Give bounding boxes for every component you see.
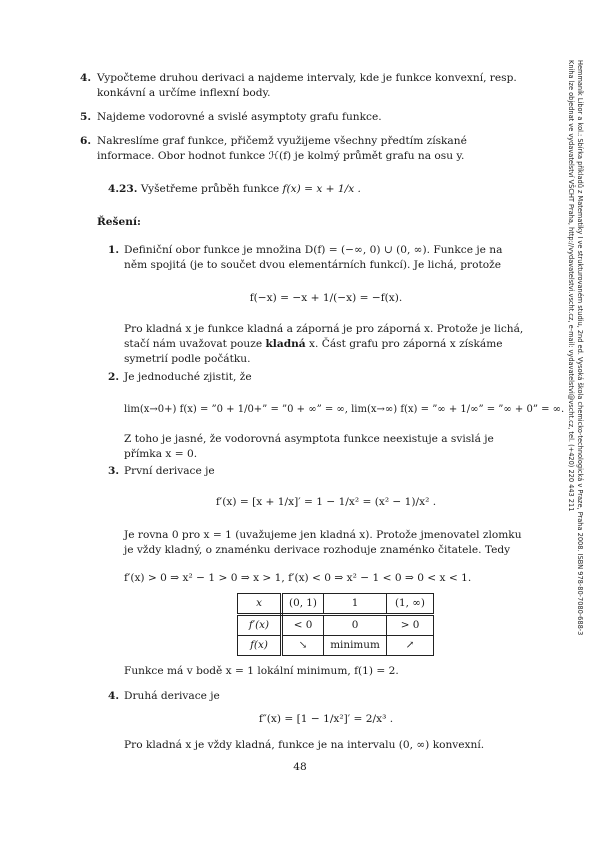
sign-table-row	[238, 636, 434, 656]
problem-text: Vyšetřeme průběh funkce	[140, 183, 280, 195]
solution-heading: Řešení:	[97, 216, 141, 228]
solution-step-3-equation: f′(x) = [x + 1/x]′ = 1 − 1/x² = (x² − 1)/x² .	[215, 496, 437, 508]
step-6-text: Nakreslíme graf funkce, přičemž využijeme všechny předtím získané informace. Obor hodnot funkce ℋ(f) je kolmý průmět grafu na osu y.	[97, 135, 467, 162]
table-cell: 0	[324, 615, 387, 636]
solution-step-4-equation: f″(x) = [1 − 1/x²]′ = 2/x³ .	[258, 713, 394, 725]
solution-step-3-number: 3.	[108, 465, 120, 477]
solution-step-2-text: Je jednoduché zjistit, že	[124, 371, 252, 383]
solution-step-1-number: 1.	[108, 244, 120, 256]
solution-step-4-text: Druhá derivace je	[124, 690, 220, 702]
solution-step-3-paragraph: Je rovna 0 pro x = 1 (uvažujeme jen kladná x). Protože jmenovatel zlomku je vždy kladný, o znaménku derivace rozhoduje znaménko čitatele. Tedy	[124, 529, 522, 556]
solution-step-2-equation: lim(x→0+) f(x) = ”0 + 1/0+” = ”0 + ∞” = ∞, lim(x→∞) f(x) = ”∞ + 1/∞” = ”∞ + 0” = ∞.	[124, 404, 565, 415]
s1-p2b: kladná	[265, 338, 306, 350]
sign-table-row	[238, 615, 434, 636]
solution-step-3-inequalities: f′(x) > 0 ⇒ x² − 1 > 0 ⇒ x > 1, f′(x) < 0 ⇒ x² − 1 < 0 ⇒ 0 < x < 1.	[124, 572, 472, 584]
side-note-line-2: Kniha lze objednat ve vydavatelství VŠCHT Praha, http://vydavatelstvi.vscht.cz, e-mail: vydavatelstvi@vscht.cz, tel. (+420) 220 443 211	[567, 60, 575, 512]
solution-step-3-text: První derivace je	[124, 465, 215, 477]
s1-p2c: x. Část grafu pro záporná x získáme symetrií podle počátku.	[124, 338, 503, 365]
table-cell: 1	[324, 594, 387, 615]
s1-p2a: Pro kladná x je funkce kladná a záporná je pro záporná x. Protože je lichá, stačí nám uvažovat pouze	[124, 323, 524, 350]
problem-formula: f(x) = x + 1/x .	[282, 183, 361, 195]
table-cell: ↗	[387, 636, 434, 656]
solution-step-3-conclusion: Funkce má v bodě x = 1 lokální minimum, f(1) = 2.	[124, 665, 399, 677]
table-cell: minimum	[324, 636, 387, 656]
problem-statement	[108, 182, 528, 197]
sign-table	[237, 593, 434, 656]
page-number: 48	[293, 761, 307, 773]
table-cell: (1, ∞)	[387, 594, 434, 615]
step-6-number: 6.	[80, 135, 92, 147]
step-4-text: Vypočteme druhou derivaci a najdeme intervaly, kde je funkce konvexní, resp. konkávní a určíme inflexní body.	[97, 72, 517, 99]
table-cell: (0, 1)	[282, 594, 324, 615]
table-cell: > 0	[387, 615, 434, 636]
step-5-text: Najdeme vodorovné a svislé asymptoty grafu funkce.	[97, 111, 382, 123]
side-note-line-1: Hemmaník Libor a kol.: Sbírka příkladů z Matematiky I ve strukturovaném studiu, 2nd ed. Vysoká škola chemicko-technologická v Praze, Praha 2008. ISBN 978-80-7080-688-3	[576, 60, 584, 636]
solution-step-1-text: Definiční obor funkce je množina D(f) = (−∞, 0) ∪ (0, ∞). Funkce je na něm spojitá (je to součet dvou elementárních funkcí). Je lichá, protože	[124, 244, 503, 271]
sign-table-row	[238, 594, 434, 615]
solution-step-2-paragraph: Z toho je jasné, že vodorovná asymptota funkce neexistuje a svislá je přímka x = 0.	[124, 433, 494, 460]
problem-number: 4.23.	[108, 183, 138, 195]
step-4-number: 4.	[80, 72, 92, 84]
solution-step-2-number: 2.	[108, 371, 120, 383]
solution-step-1-paragraph	[124, 322, 528, 367]
solution-step-1-equation: f(−x) = −x + 1/(−x) = −f(x).	[249, 292, 403, 304]
table-cell: < 0	[282, 615, 324, 636]
solution-step-4-number: 4.	[108, 690, 120, 702]
step-5-number: 5.	[80, 111, 92, 123]
solution-step-4-paragraph: Pro kladná x je vždy kladná, funkce je na intervalu (0, ∞) konvexní.	[124, 739, 485, 751]
table-cell: f′(x)	[238, 615, 282, 636]
side-note	[566, 60, 584, 635]
table-cell: f(x)	[238, 636, 282, 656]
table-cell: ↘	[282, 636, 324, 656]
table-cell: x	[238, 594, 282, 615]
